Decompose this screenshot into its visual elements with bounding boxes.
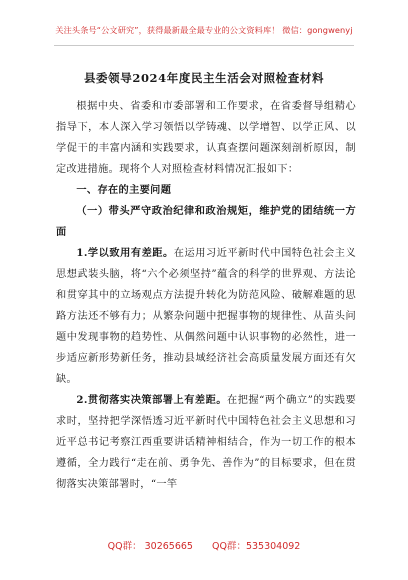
footer-qq-group-1: QQ群： 30265665 xyxy=(107,541,193,552)
subsection-heading: （一）带头严守政治纪律和政治规矩，维护党的团结统一方面 xyxy=(56,205,356,238)
header-divider xyxy=(54,45,354,46)
point-1-lead: 1.学以致用有差距。 xyxy=(76,247,174,259)
header-banner: 关注头条号“公文研究”，获得最新最全最专业的公文资料库！ 微信：gongwenyj xyxy=(55,25,353,35)
point-1-body: 在运用习近平新时代中国特色社会主义思想武装头脑，将“六个必须坚持”蕴含的科学的世界观、方法论和贯穿其中的立场观点方法提升转化为防范风险、破解难题的思路方法还不够有力；从繁杂问题中把握事物的规律性、从苗头问题中发现事物的趋势性、从偶然问题中认识事物的必然性，进一步适应新形势新任务，推动县域经济社会高质量发展方面还有欠缺。 xyxy=(56,248,356,385)
document-body xyxy=(56,96,356,495)
section-heading: 一、存在的主要问题 xyxy=(76,184,172,196)
intro-paragraph: 根据中央、省委和市委部署和工作要求，在省委督导组精心指导下，本人深入学习领悟以学铸魂、以学增智、以学正风、以学促干的丰富内涵和实践要求，认真查摆问题深刻剖析原因，制定改进措施。现将个人对照检查材料情况汇报如下： xyxy=(56,101,356,175)
point-2-body: 在把握“两个确立”的实践要求时，坚持把学深悟透习近平新时代中国特色社会主义思想和习近平总书记考察江西重要讲话精神相结合，作为一切工作的根本遵循，全力践行“走在前、勇争先、善作为”的目标要求，但在贯彻落实决策部署时，“一竿 xyxy=(56,395,357,490)
footer-contact xyxy=(0,538,408,552)
footer-qq-group-2: QQ群：535304092 xyxy=(212,541,301,552)
point-2-paragraph xyxy=(56,390,356,495)
point-1-paragraph xyxy=(56,243,356,390)
point-2-lead: 2.贯彻落实决策部署上有差距。 xyxy=(76,394,228,406)
document-title: 县委领导2024年度民主生活会对照检查材料 xyxy=(83,71,325,85)
